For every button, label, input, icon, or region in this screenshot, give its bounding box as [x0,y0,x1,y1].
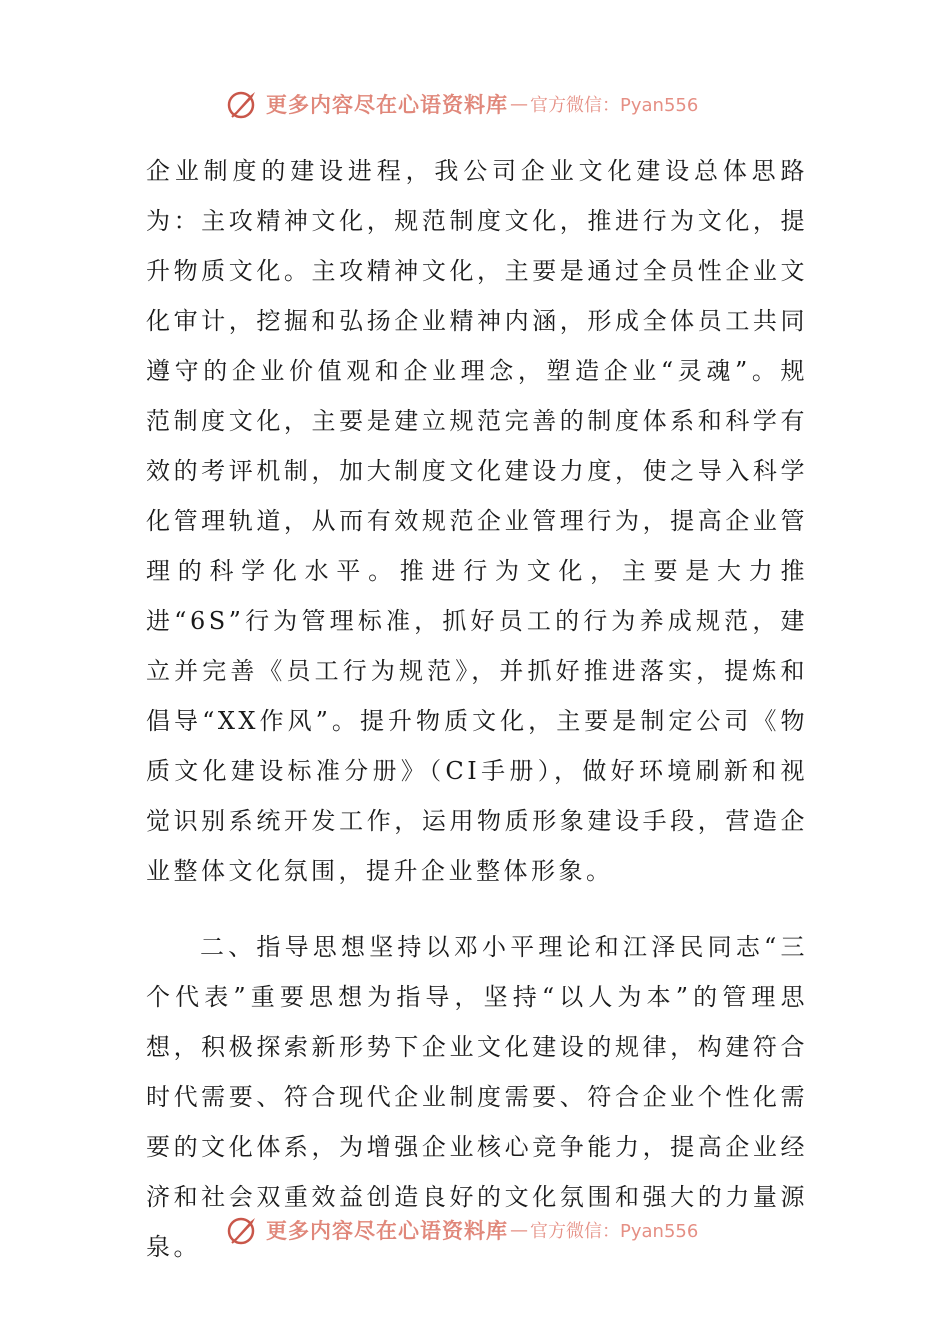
watermark-contact-text: 官方微信：Pyan556 [530,95,699,116]
document-body [146,146,808,1272]
pen-nib-logo-icon [226,87,260,121]
paragraph-culture-strategy: 企业制度的建设进程，我公司企业文化建设总体思路为：主攻精神文化，规范制度文化，推进行为文化，提升物质文化。主攻精神文化，主要是通过全员性企业文化审计，挖掘和弘扬企业精神内涵，形成全体员工共同遵守的企业价值观和企业理念，塑造企业“灵魂”。规范制度文化，主要是建立规范完善的制度体系和科学有效的考评机制，加大制度文化建设力度，使之导入科学化管理轨道，从而有效规范企业管理行为，提高企业管理的科学化水平。推进行为文化，主要是大力推进“6S”行为管理标准，抓好员工的行为养成规范，建立并完善《员工行为规范》，并抓好推进落实，提炼和倡导“XX作风”。提升物质文化，主要是制定公司《物质文化建设标准分册》（CI手册），做好环境刷新和视觉识别系统开发工作，运用物质形象建设手段，营造企业整体文化氛围，提升企业整体形象。 [146,157,808,885]
watermark-banner-top [226,84,698,124]
pen-nib-logo-icon [226,1213,260,1247]
paragraph-guiding-ideology: 二、指导思想坚持以邓小平理论和江泽民同志“三个代表”重要思想为指导，坚持“以人为本”的管理思想，积极探索新形势下企业文化建设的规律，构建符合时代需要、符合现代企业制度需要、符合企业个性化需要的文化体系，为增强企业核心竞争能力，提高企业经济和社会双重效益创造良好的文化氛围和强大的力量源泉。 [146,933,808,1261]
watermark-contact-text: 官方微信：Pyan556 [530,1221,699,1242]
watermark-banner-bottom [226,1210,698,1250]
watermark-separator: — [510,93,528,115]
watermark-brand-text: 更多内容尽在心语资料库 [266,92,508,117]
watermark-brand-text: 更多内容尽在心语资料库 [266,1218,508,1243]
watermark-separator: — [510,1219,528,1241]
